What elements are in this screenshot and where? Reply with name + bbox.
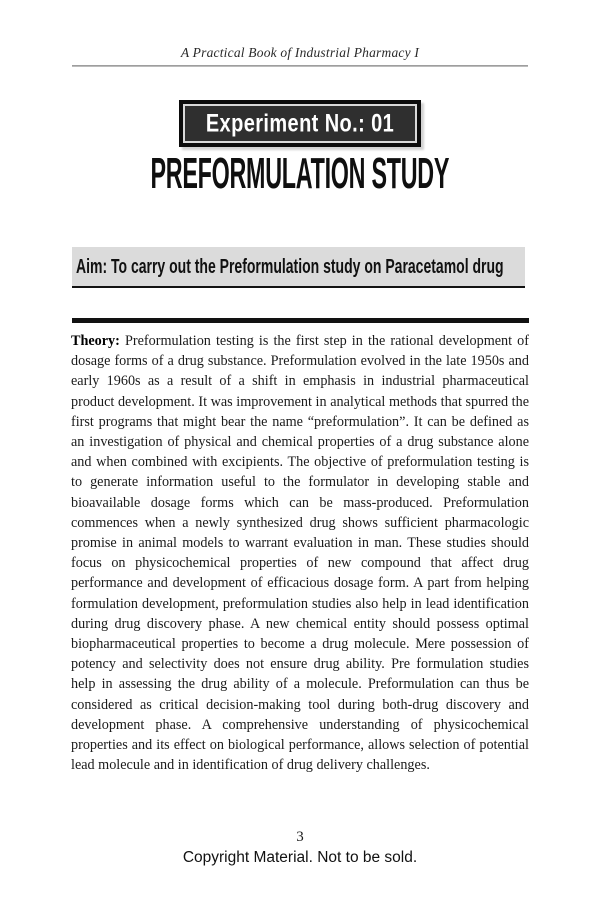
experiment-badge (179, 100, 421, 147)
theory-paragraph-text: Preformulation testing is the first step in the rational development of dosage forms of a drug substance. Preformulation evolved in the late 1950s and early 1960s as a result of a shift in emphasis in industrial pharmaceutical product development. It was improvement in analytical methods that spurred the first programs that might bear the name “preformulation”. It can be defined as an investigation of physical and chemical properties of a drug substance alone and when combined with excipients. The objective of preformulation testing is to generate information useful to the formulator in developing stable and bioavailable dosage forms which can be mass-produced. Preformulation commences when a newly synthesized drug shows sufficient pharmacologic promise in animal models to warrant evaluation in man. These studies should focus on physicochemical properties of new compound that affect drug performance and development of efficacious dosage form. A part from helping formulation development, preformulation studies also help in lead identification during drug discovery phase. A new chemical entity should possess optimal biopharmaceutical properties to become a drug molecule. Mere possession of potency and selectivity does not ensure drug ability. Pre formulation studies help in assessing the drug ability of a molecule. Preformulation can thus be considered as critical decision-making tool during both-drug discovery and development phase. A comprehensive understanding of physicochemical properties and its effect on biological performance, allows selection of potential lead molecule and in identification of drug delivery challenges. (71, 333, 530, 774)
aim-heading-rule (72, 318, 529, 323)
page-title (0, 148, 600, 200)
copyright-notice: Copyright Material. Not to be sold. (182, 849, 418, 866)
page-number: 3 (296, 829, 304, 845)
header-rule (72, 65, 528, 67)
aim-heading-box (72, 247, 525, 288)
theory-paragraph (71, 331, 529, 775)
aim-heading-text: Aim: To carry out the Preformulation study on Paracetamol drug (76, 256, 504, 278)
page-title-text: PREFORMULATION STUDY (150, 149, 450, 198)
running-head: A Practical Book of Industrial Pharmacy I (180, 45, 420, 60)
theory-label: Theory: (71, 333, 120, 349)
experiment-badge-label: Experiment No.: 01 (205, 109, 395, 137)
